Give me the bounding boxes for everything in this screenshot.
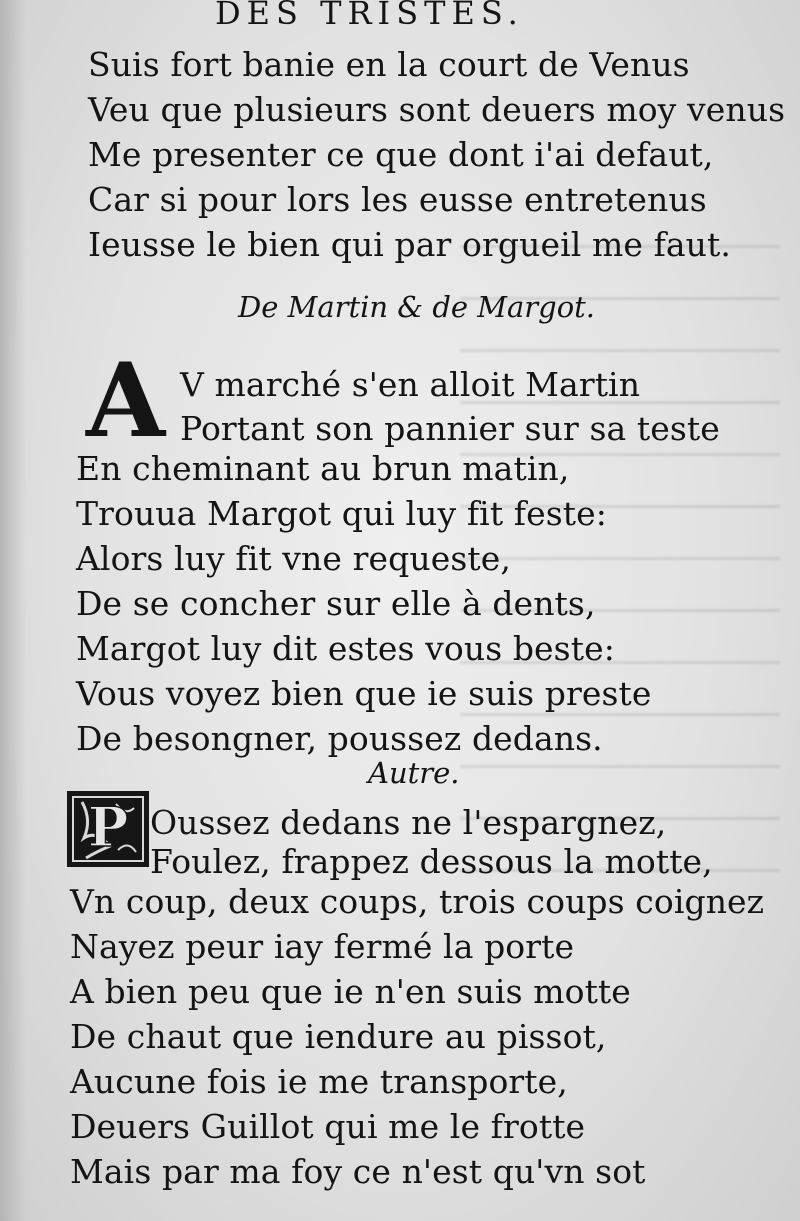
verse-line: Alors luy fit vne requeste,: [76, 539, 511, 578]
verse-line: Veu que plusieurs sont deuers moy venus: [88, 90, 786, 129]
verse-line: Portant son pannier sur sa teste: [180, 409, 720, 448]
drop-cap-a: A: [86, 341, 166, 461]
running-head: DES TRISTES.: [215, 0, 524, 32]
verse-line: Ieusse le bien qui par orgueil me faut.: [88, 225, 731, 264]
verse-line: Vn coup, deux coups, trois coups coignez: [70, 882, 765, 921]
drop-cap-p: [66, 790, 150, 868]
verse-line: A bien peu que ie n'en suis motte: [70, 972, 631, 1011]
verse-line: Margot luy dit estes vous beste:: [76, 629, 615, 668]
verse-line: Vous voyez bien que ie suis preste: [76, 674, 652, 713]
verse-line: Oussez dedans ne l'espargnez,: [150, 803, 667, 842]
verse-line: Trouua Margot qui luy fit feste:: [76, 494, 607, 533]
page-shadow: [0, 0, 26, 1221]
verse-line: Car si pour lors les eusse entretenus: [88, 180, 707, 219]
verse-line: Nayez peur iay fermé la porte: [70, 927, 575, 966]
verse-line: V marché s'en alloit Martin: [180, 365, 641, 404]
verse-line: Foulez, frappez dessous la motte,: [150, 842, 713, 881]
verse-line: Deuers Guillot qui me le frotte: [70, 1107, 586, 1146]
verse-line: Suis fort banie en la court de Venus: [88, 45, 690, 84]
verse-line: De chaut que iendure au pissot,: [70, 1017, 607, 1056]
verse-line: Mais par ma foy ce n'est qu'vn sot: [70, 1152, 646, 1191]
verse-line: Aucune fois ie me transporte,: [70, 1062, 568, 1101]
drop-cap-letter: P: [87, 795, 129, 859]
verse-line: De se concher sur elle à dents,: [76, 584, 596, 623]
verse-line: Me presenter ce que dont i'ai defaut,: [88, 135, 714, 174]
poem-title: Autre.: [368, 756, 460, 790]
verse-line: En cheminant au brun matin,: [76, 449, 570, 488]
verse-line: De besongner, poussez dedans.: [76, 719, 603, 758]
poem-title: De Martin & de Margot.: [238, 290, 596, 324]
